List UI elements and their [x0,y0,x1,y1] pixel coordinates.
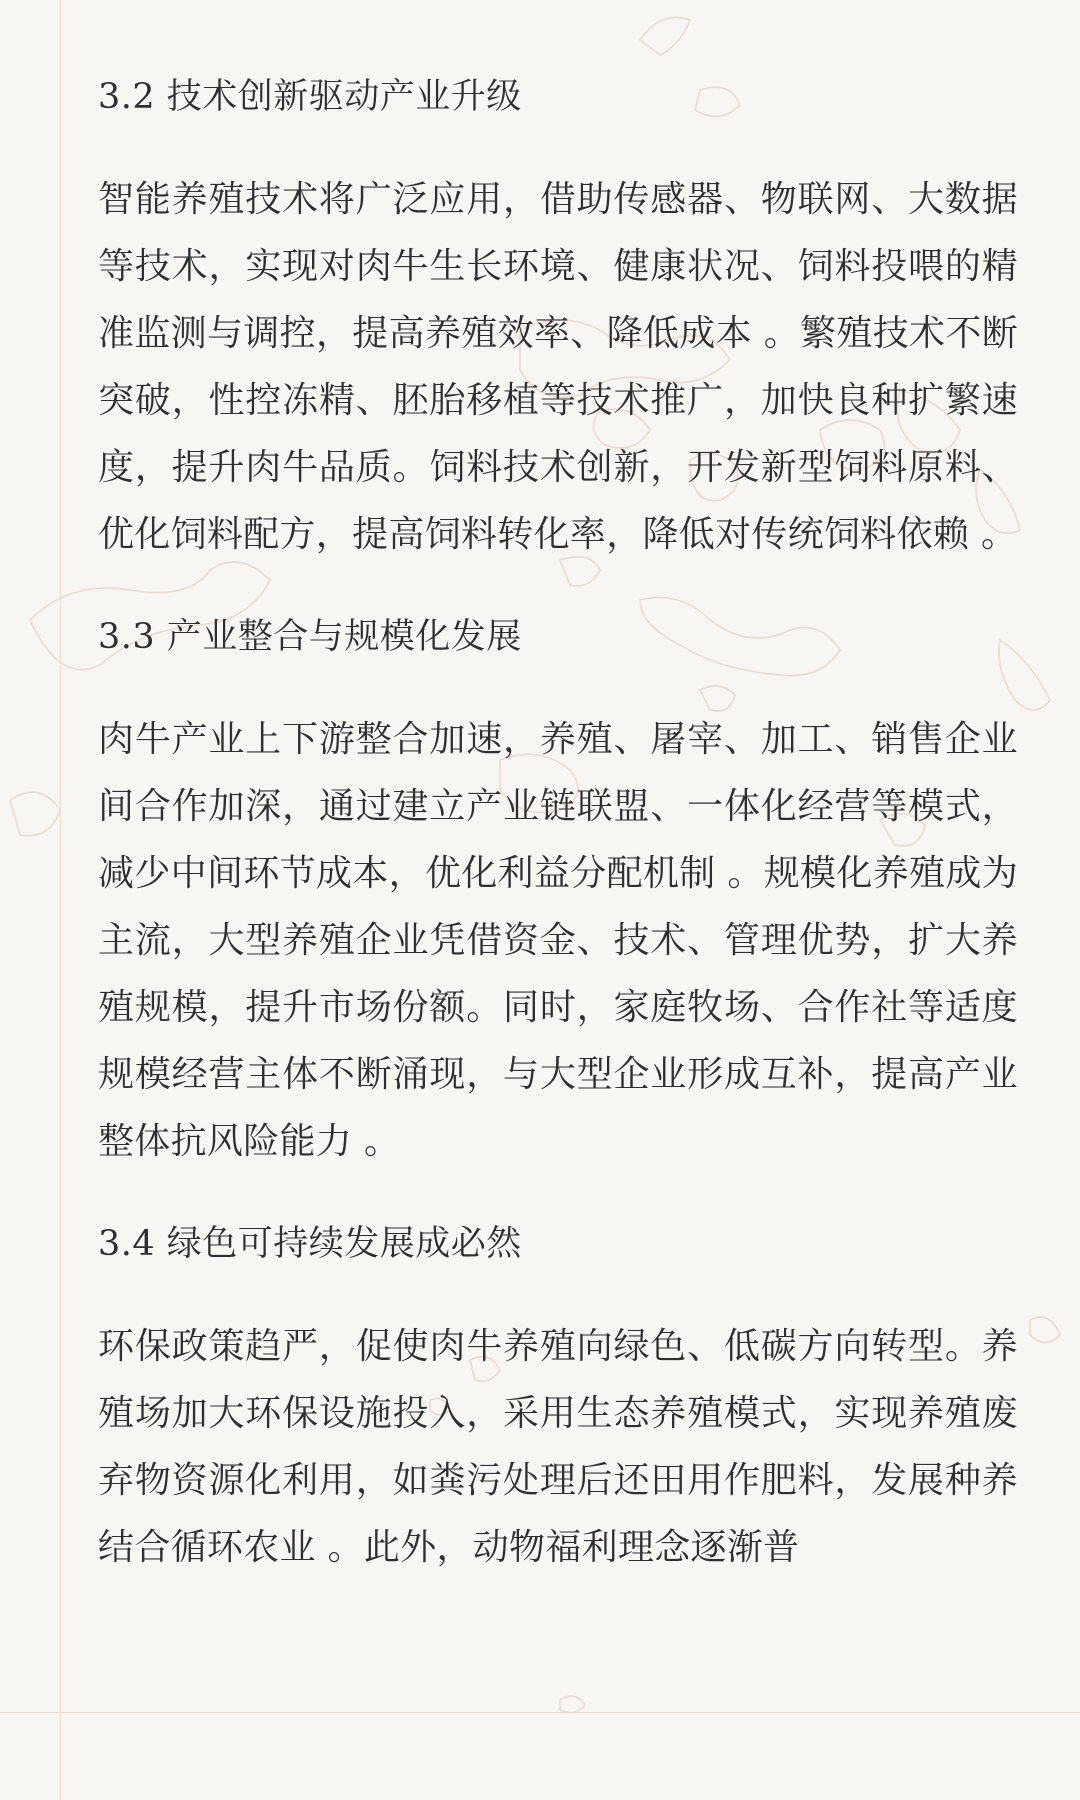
section-paragraph-3-3: 肉牛产业上下游整合加速，养殖、屠宰、加工、销售企业间合作加深，通过建立产业链联盟、一体化经营等模式，减少中间环节成本，优化利益分配机制 。规模化养殖成为主流，大型养殖企业凭借资金、技术、管理优势，扩大养殖规模，提升市场份额。同时，家庭牧场、合作社等适度规模经营主体不断涌现，与大型企业形成互补，提高产业整体抗风险能力 。 [98,719,1018,1162]
section-heading-3-4: 3.4 绿色可持续发展成必然 [98,1224,522,1264]
article-body [98,62,1018,1615]
section-paragraph-3-2: 智能养殖技术将广泛应用，借助传感器、物联网、大数据等技术，实现对肉牛生长环境、健康状况、饲料投喂的精准监测与调控，提高养殖效率、降低成本 。繁殖技术不断突破，性控冻精、胚胎移植等技术推广，加快良种扩繁速度，提升肉牛品质。饲料技术创新，开发新型饲料原料、优化饲料配方，提高饲料转化率，降低对传统饲料依赖 。 [98,179,1018,555]
footer-rule [0,1712,1080,1713]
section-heading-3-2: 3.2 技术创新驱动产业升级 [98,77,522,117]
section-heading-3-3: 3.3 产业整合与规模化发展 [98,617,522,657]
margin-rule [60,0,61,1800]
section-paragraph-3-4: 环保政策趋严，促使肉牛养殖向绿色、低碳方向转型。养殖场加大环保设施投入，采用生态养殖模式，实现养殖废弃物资源化利用，如粪污处理后还田用作肥料，发展种养结合循环农业 。此外，动物福利理念逐渐普 [98,1326,1018,1568]
